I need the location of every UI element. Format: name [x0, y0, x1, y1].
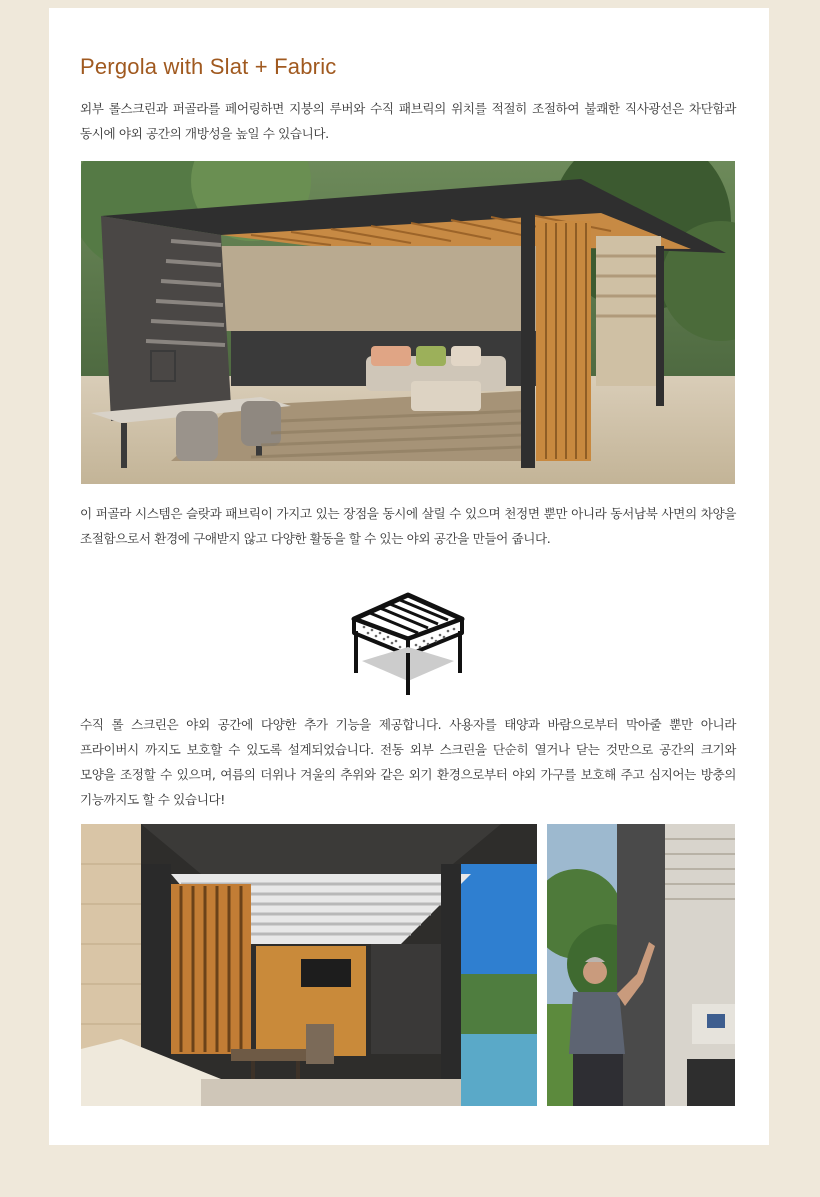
system-paragraph: 이 퍼골라 시스템은 슬랏과 패브릭이 가지고 있는 장점을 동시에 살릴 수 있으며 천정면 뿐만 아니라 동서남북 사면의 차양을 조절함으로서 환경에 구애받지 않고 다양한 활동을 할 수 있는 야외 공간을 만들어 줍니다.	[80, 506, 736, 546]
section-title: Pergola with Slat + Fabric	[80, 54, 337, 79]
screen-operation-photo	[547, 824, 735, 1106]
pergola-icon	[350, 581, 466, 697]
pergola-main-photo	[81, 161, 735, 484]
intro-paragraph: 외부 롤스크린과 퍼골라를 페어링하면 지붕의 루버와 수직 패브릭의 위치를 적절히 조절하여 불쾌한 직사광선은 차단함과 동시에 야외 공간의 개방성을 높일 수 있습니다.	[80, 101, 736, 141]
pergola-interior-photo	[81, 824, 537, 1106]
screen-paragraph: 수직 롤 스크린은 야외 공간에 다양한 추가 기능을 제공합니다. 사용자를 태양과 바람으로부터 막아줄 뿐만 아니라 프라이버시 까지도 보호할 수 있도록 설계되었습니다. 전동 외부 스크린을 단순히 열거나 닫는 것만으로 공간의 크기와 모양을 조정할 수 있으며, 여름의 더위나 겨울의 추위와 같은 외기 환경으로부터 야외 가구를 보호해 주고 심지어는 방충의 기능까지도 할 수 있습니다!	[80, 717, 736, 807]
content-card	[49, 8, 769, 1145]
